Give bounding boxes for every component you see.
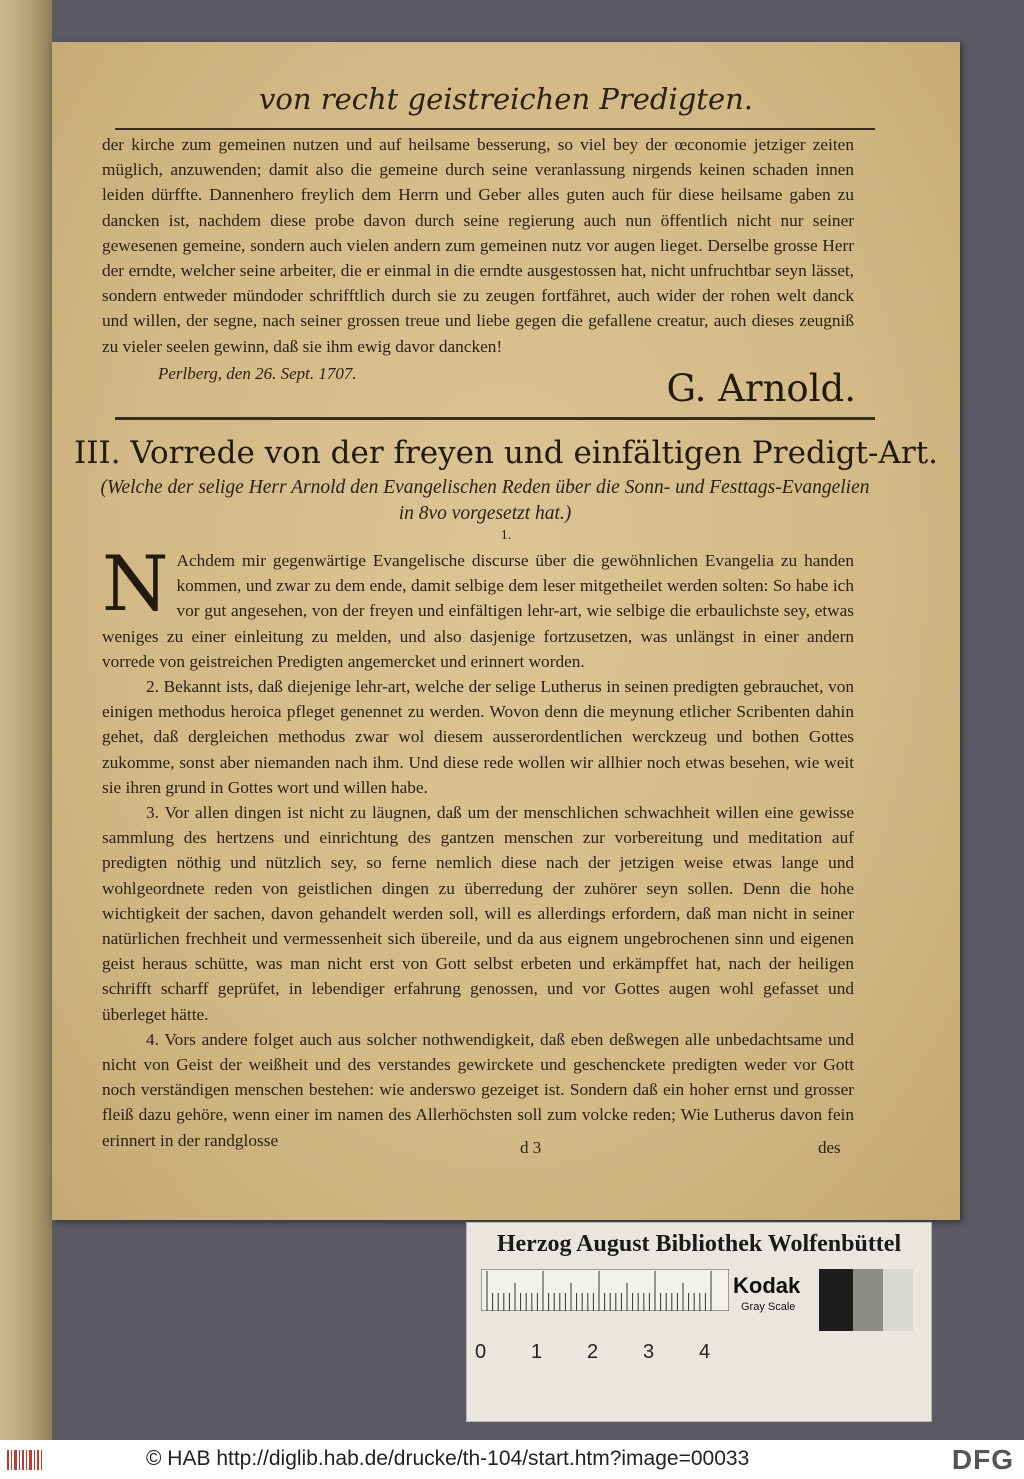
paragraph-1: N Achdem mir gegenwärtige Evangelische discurse über die gewöhnlichen Evangelia zu handen kommen, und zwar zu dem ende, damit selbige dem leser mitgetheilet werden solten: So habe ich vor gut angesehen, von der freyen und einfältigen lehr-art, wie selbige die erbaulichste sey, etwas weniges zu einer einleitung zu melden, und also dasjenige fortzusetzen, was unlängst in einer andern vorrede von geistreichen Predigten angemercket und erinnert worden. <box>102 539 854 671</box>
barcode-icon <box>6 1448 44 1472</box>
tick-label: 0 <box>475 1341 487 1363</box>
paragraph-3: 3. Vor allen dingen ist nicht zu läugnen, daß um der menschlichen schwachheit willen eine gewisse sammlung des hertzens und einrichtung des gantzen menschen zur vorbereitung und meditation auf predigten nöthig und nützlich sey, so ferne nemlich diese nach der jetzigen weise etwas lange und wohlgeordnete reden von geistlichen dingen zu überredung der zuhörer seyn sollen. Denn die hohe wichtigkeit der sachen, davon gehandelt werden soll, will es allerdings erfordern, daß man nicht in seiner natürlichen frechheit und vermessenheit sich übereile, und da aus eignem ungebrochenen sinn und eigenen geist heraus schütte, was man nicht erst von Gott selbst erbeten und erkämpffet hat, nach der heiligen schrifft scharff geprüfet, in lebendiger erfahrung genossen, und vor Gottes augen wohl gefasset und überleget hätte. <box>102 803 854 1024</box>
section-subtitle: (Welche der selige Herr Arnold den Evangelischen Reden über die Sonn- und Festtags-Evangelien in 8vo vorgesetzt hat.) <box>100 477 870 524</box>
gray-scale-label: Gray Scale <box>741 1301 796 1313</box>
catchword: des <box>818 1138 841 1157</box>
top-paragraph: der kirche zum gemeinen nutzen und auf heilsame besserung, so viel bey der œconomie jetziger zeiten müglich, anzuwenden; damit also die gemeine durch seine veranlassung nirgends keinen schaden innen leiden dürffte. Dannenhero freylich dem Herrn und Geber alles guten auch für diese heilsame gaben zu dancken ist, nachdem diese probe davon durch seine regierung auch nun öffentlich nicht nur seiner gewesenen gemeine, sondern auch vielen andern zum gemeinen nutz vor augen lieget. Derselbe grosse Herr der erndte, welcher seine arbeiter, die er einmal in die erndte ausgestossen hat, nicht unfruchtbar seyn lässet, sondern entweder mündoder schrifftlich durch sie zu zeugen fortfähret, auch wider der rohen welt danck und willen, der segne, nach seiner grossen treue und liebe gegen die gefallene creatur, auch dieses zeugniß zu vieler seelen gewinn, daß sie ihm ewig davor dancken! <box>102 135 854 356</box>
kodak-logo: Kodak <box>733 1273 801 1298</box>
signature: G. Arnold. <box>666 367 856 410</box>
tick-label: 4 <box>699 1341 711 1363</box>
viewer-footer <box>0 1440 1024 1479</box>
ruler-scale <box>481 1269 729 1311</box>
tick-label: 1 <box>531 1341 543 1363</box>
gray-swatch <box>853 1269 883 1331</box>
head-rule <box>115 128 875 130</box>
color-calibration-card <box>466 1222 932 1422</box>
section-rule <box>115 417 875 420</box>
facing-page-edge <box>0 0 52 1440</box>
paragraph-number: 1. <box>500 528 512 543</box>
tick-label: 3 <box>643 1341 655 1363</box>
book-page <box>52 42 960 1220</box>
copyright-url[interactable]: © HAB http://diglib.hab.de/drucke/th-104/start.htm?image=00033 <box>146 1447 750 1470</box>
dfg-logo: DFG <box>951 1444 1014 1475</box>
black-swatch <box>819 1269 853 1331</box>
signature-mark: d 3 <box>520 1138 542 1157</box>
place-date: Perlberg, den 26. Sept. 1707. <box>158 364 357 383</box>
tick-label: 2 <box>587 1341 599 1363</box>
white-swatch <box>883 1269 913 1331</box>
drop-cap: N <box>102 539 169 628</box>
main-text <box>102 539 854 1153</box>
section-title: III. Vorrede von der freyen und einfältigen Predigt-Art. <box>73 435 939 471</box>
paragraph-2: 2. Bekannt ists, daß diejenige lehr-art, welche der selige Lutherus in seinen predigten gebrauchet, von einigen methodus heroica pfleget genennet zu werden. Wovon denn die meynung etlicher Scribenten dahin gehet, daß dergleichen methodus zwar wol diesem ausserordentlichen werckzeug und bothen Gottes zukomme, sonst aber niemanden nach ihm. Und diese rede wollen wir allhier noch etwas besehen, wie weit sie ihren grund in Gottes wort und willen habe. <box>102 677 854 797</box>
library-name: Herzog August Bibliothek Wolfenbüttel <box>496 1231 902 1257</box>
paragraph-4: 4. Vors andere folget auch aus solcher nothwendigkeit, daß eben deßwegen alle unbedachtsame und nicht von Geist der weißheit und des verstandes gewirckete und geschenckete predigten weder vor Gott noch verständigen menschen bestehen: wie anderswo gezeiget ist. Sondern daß ein hoher ernst und grosser fleiß dazu gehöre, wenn einer im namen des Allerhöchsten soll zum volcke reden; Wie Lutherus davon fein erinnert in der randglosse <box>102 1029 854 1150</box>
running-head: von recht geistreichen Predigten. <box>258 82 754 116</box>
